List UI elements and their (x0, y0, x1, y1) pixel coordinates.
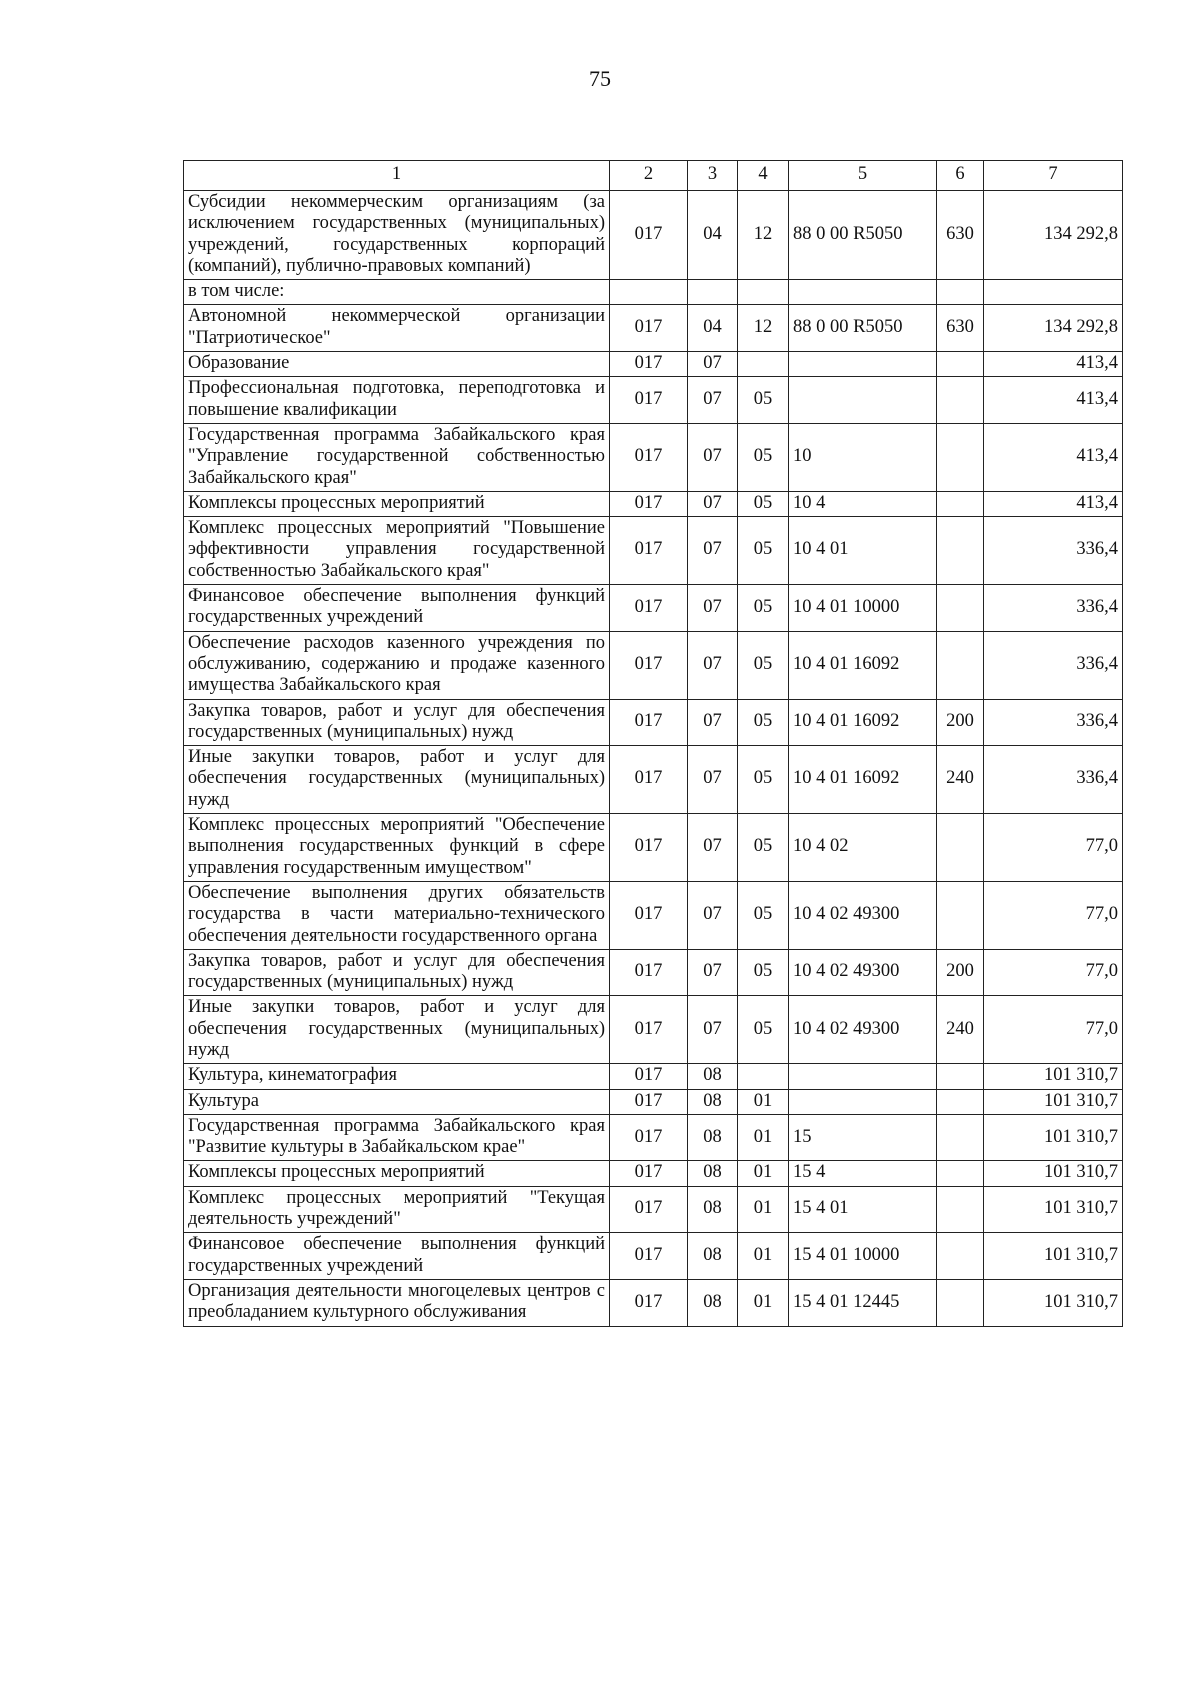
amount-cell: 77,0 (984, 996, 1123, 1064)
section-code-cell: 08 (688, 1279, 738, 1326)
item-name-cell: Иные закупки товаров, работ и услуг для обеспечения государственных (муниципальных) нужд (184, 746, 610, 814)
ministry-code-cell: 017 (610, 996, 688, 1064)
table-row (184, 699, 1123, 746)
section-code-cell: 07 (688, 881, 738, 949)
amount-cell: 77,0 (984, 949, 1123, 996)
expense-type-cell (937, 814, 984, 882)
target-item-cell: 10 4 02 49300 (789, 881, 937, 949)
ministry-code-cell: 017 (610, 1161, 688, 1186)
section-code-cell: 07 (688, 517, 738, 585)
item-name-cell: Комплексы процессных мероприятий (184, 1161, 610, 1186)
target-item-cell: 88 0 00 R5050 (789, 191, 937, 280)
item-name-cell: Культура (184, 1089, 610, 1114)
expense-type-cell: 240 (937, 746, 984, 814)
target-item-cell: 15 4 01 12445 (789, 1279, 937, 1326)
table-row (184, 585, 1123, 632)
subsection-code-cell: 05 (738, 949, 789, 996)
section-code-cell: 07 (688, 814, 738, 882)
table-row (184, 517, 1123, 585)
ministry-code-cell: 017 (610, 517, 688, 585)
section-code-cell: 07 (688, 377, 738, 424)
subsection-code-cell (738, 352, 789, 377)
table-row (184, 881, 1123, 949)
table-row (184, 491, 1123, 516)
amount-cell: 336,4 (984, 631, 1123, 699)
item-name-cell: Автономной некоммерческой организации "Патриотическое" (184, 305, 610, 352)
table-row (184, 1279, 1123, 1326)
ministry-code-cell: 017 (610, 814, 688, 882)
expense-type-cell: 630 (937, 305, 984, 352)
section-code-cell (688, 280, 738, 305)
amount-cell: 101 310,7 (984, 1064, 1123, 1089)
expense-type-cell (937, 585, 984, 632)
section-code-cell: 07 (688, 423, 738, 491)
subsection-code-cell: 05 (738, 996, 789, 1064)
ministry-code-cell: 017 (610, 423, 688, 491)
table-row (184, 1114, 1123, 1161)
expense-type-cell (937, 1186, 984, 1233)
ministry-code-cell: 017 (610, 631, 688, 699)
subsection-code-cell: 01 (738, 1161, 789, 1186)
ministry-code-cell: 017 (610, 305, 688, 352)
expense-type-cell (937, 1233, 984, 1280)
ministry-code-cell: 017 (610, 191, 688, 280)
expense-type-cell (937, 423, 984, 491)
amount-cell: 77,0 (984, 881, 1123, 949)
subsection-code-cell: 05 (738, 377, 789, 424)
ministry-code-cell: 017 (610, 352, 688, 377)
table-row (184, 423, 1123, 491)
item-name-cell: Закупка товаров, работ и услуг для обеспечения государственных (муниципальных) нужд (184, 949, 610, 996)
subsection-code-cell: 12 (738, 305, 789, 352)
item-name-cell: Образование (184, 352, 610, 377)
section-code-cell: 08 (688, 1064, 738, 1089)
ministry-code-cell: 017 (610, 699, 688, 746)
amount-cell: 413,4 (984, 423, 1123, 491)
ministry-code-cell: 017 (610, 746, 688, 814)
expense-type-cell (937, 1114, 984, 1161)
subsection-code-cell: 01 (738, 1089, 789, 1114)
target-item-cell: 10 4 01 (789, 517, 937, 585)
table-row (184, 280, 1123, 305)
item-name-cell: Комплекс процессных мероприятий "Обеспечение выполнения государственных функций в сфере управления государственным имуществом" (184, 814, 610, 882)
section-code-cell: 07 (688, 949, 738, 996)
ministry-code-cell: 017 (610, 491, 688, 516)
item-name-cell: Комплексы процессных мероприятий (184, 491, 610, 516)
amount-cell: 413,4 (984, 491, 1123, 516)
subsection-code-cell (738, 280, 789, 305)
target-item-cell: 10 (789, 423, 937, 491)
amount-cell: 336,4 (984, 585, 1123, 632)
target-item-cell: 15 4 (789, 1161, 937, 1186)
page-number: 75 (589, 66, 611, 91)
item-name-cell: Государственная программа Забайкальского края "Развитие культуры в Забайкальском крае" (184, 1114, 610, 1161)
expense-type-cell (937, 1279, 984, 1326)
amount-cell: 134 292,8 (984, 191, 1123, 280)
item-name-cell: Обеспечение расходов казенного учреждения по обслуживанию, содержанию и продаже казенного имущества Забайкальского края (184, 631, 610, 699)
subsection-code-cell: 05 (738, 491, 789, 516)
ministry-code-cell: 017 (610, 1186, 688, 1233)
header-cell: 5 (789, 161, 937, 191)
ministry-code-cell: 017 (610, 1233, 688, 1280)
section-code-cell: 08 (688, 1089, 738, 1114)
table-row (184, 352, 1123, 377)
subsection-code-cell: 05 (738, 746, 789, 814)
ministry-code-cell: 017 (610, 1114, 688, 1161)
section-code-cell: 07 (688, 585, 738, 632)
ministry-code-cell: 017 (610, 949, 688, 996)
item-name-cell: Организация деятельности многоцелевых центров с преобладанием культурного обслуживания (184, 1279, 610, 1326)
ministry-code-cell: 017 (610, 1089, 688, 1114)
item-name-cell: Закупка товаров, работ и услуг для обеспечения государственных (муниципальных) нужд (184, 699, 610, 746)
target-item-cell: 10 4 01 10000 (789, 585, 937, 632)
subsection-code-cell (738, 1064, 789, 1089)
subsection-code-cell: 05 (738, 423, 789, 491)
ministry-code-cell: 017 (610, 1279, 688, 1326)
section-code-cell: 08 (688, 1161, 738, 1186)
item-name-cell: Обеспечение выполнения других обязательств государства в части материально-технического обеспечения деятельности государственного органа (184, 881, 610, 949)
expense-type-cell: 630 (937, 191, 984, 280)
budget-table (183, 160, 1123, 1327)
table-row (184, 1186, 1123, 1233)
subsection-code-cell: 05 (738, 631, 789, 699)
item-name-cell: Комплекс процессных мероприятий "Текущая деятельность учреждений" (184, 1186, 610, 1233)
header-cell: 3 (688, 161, 738, 191)
target-item-cell (789, 377, 937, 424)
amount-cell: 413,4 (984, 352, 1123, 377)
header-cell: 6 (937, 161, 984, 191)
ministry-code-cell: 017 (610, 881, 688, 949)
table-row (184, 949, 1123, 996)
section-code-cell: 08 (688, 1233, 738, 1280)
section-code-cell: 08 (688, 1114, 738, 1161)
section-code-cell: 07 (688, 996, 738, 1064)
amount-cell (984, 280, 1123, 305)
subsection-code-cell: 01 (738, 1114, 789, 1161)
section-code-cell: 04 (688, 191, 738, 280)
target-item-cell: 88 0 00 R5050 (789, 305, 937, 352)
target-item-cell: 10 4 01 16092 (789, 699, 937, 746)
item-name-cell: Иные закупки товаров, работ и услуг для обеспечения государственных (муниципальных) нужд (184, 996, 610, 1064)
expense-type-cell (937, 280, 984, 305)
subsection-code-cell: 01 (738, 1233, 789, 1280)
expense-type-cell: 240 (937, 996, 984, 1064)
amount-cell: 101 310,7 (984, 1161, 1123, 1186)
amount-cell: 336,4 (984, 699, 1123, 746)
section-code-cell: 07 (688, 746, 738, 814)
target-item-cell: 10 4 01 16092 (789, 631, 937, 699)
target-item-cell: 10 4 01 16092 (789, 746, 937, 814)
amount-cell: 101 310,7 (984, 1114, 1123, 1161)
section-code-cell: 07 (688, 699, 738, 746)
section-code-cell: 08 (688, 1186, 738, 1233)
section-code-cell: 07 (688, 631, 738, 699)
subsection-code-cell: 05 (738, 699, 789, 746)
table-row (184, 746, 1123, 814)
ministry-code-cell (610, 280, 688, 305)
expense-type-cell (937, 491, 984, 516)
ministry-code-cell: 017 (610, 1064, 688, 1089)
target-item-cell: 10 4 02 (789, 814, 937, 882)
ministry-code-cell: 017 (610, 377, 688, 424)
target-item-cell (789, 280, 937, 305)
amount-cell: 101 310,7 (984, 1186, 1123, 1233)
expense-type-cell: 200 (937, 949, 984, 996)
amount-cell: 336,4 (984, 517, 1123, 585)
expense-type-cell (937, 1064, 984, 1089)
table-row (184, 1161, 1123, 1186)
target-item-cell (789, 1089, 937, 1114)
expense-type-cell (937, 881, 984, 949)
amount-cell: 101 310,7 (984, 1279, 1123, 1326)
amount-cell: 77,0 (984, 814, 1123, 882)
header-cell: 7 (984, 161, 1123, 191)
expense-type-cell: 200 (937, 699, 984, 746)
expense-type-cell (937, 1089, 984, 1114)
item-name-cell: Культура, кинематография (184, 1064, 610, 1089)
table-header-row (184, 161, 1123, 191)
item-name-cell: Субсидии некоммерческим организациям (за исключением государственных (муниципальных) учреждений, государственных корпораций (компаний), публично-правовых компаний) (184, 191, 610, 280)
expense-type-cell (937, 631, 984, 699)
table-row (184, 191, 1123, 280)
subsection-code-cell: 12 (738, 191, 789, 280)
subsection-code-cell: 05 (738, 585, 789, 632)
header-cell: 4 (738, 161, 789, 191)
target-item-cell: 15 (789, 1114, 937, 1161)
section-code-cell: 07 (688, 352, 738, 377)
target-item-cell (789, 352, 937, 377)
amount-cell: 336,4 (984, 746, 1123, 814)
target-item-cell: 10 4 02 49300 (789, 949, 937, 996)
section-code-cell: 07 (688, 491, 738, 516)
section-code-cell: 04 (688, 305, 738, 352)
header-cell: 2 (610, 161, 688, 191)
expense-type-cell (937, 1161, 984, 1186)
item-name-cell: Государственная программа Забайкальского края "Управление государственной собственностью Забайкальского края" (184, 423, 610, 491)
table-row (184, 305, 1123, 352)
amount-cell: 101 310,7 (984, 1089, 1123, 1114)
amount-cell: 134 292,8 (984, 305, 1123, 352)
subsection-code-cell: 05 (738, 881, 789, 949)
table-row (184, 1064, 1123, 1089)
subsection-code-cell: 01 (738, 1279, 789, 1326)
target-item-cell: 10 4 02 49300 (789, 996, 937, 1064)
target-item-cell: 10 4 (789, 491, 937, 516)
subsection-code-cell: 01 (738, 1186, 789, 1233)
table-row (184, 814, 1123, 882)
amount-cell: 413,4 (984, 377, 1123, 424)
target-item-cell: 15 4 01 (789, 1186, 937, 1233)
item-name-cell: Финансовое обеспечение выполнения функций государственных учреждений (184, 1233, 610, 1280)
item-name-cell: Профессиональная подготовка, переподготовка и повышение квалификации (184, 377, 610, 424)
item-name-cell: Финансовое обеспечение выполнения функций государственных учреждений (184, 585, 610, 632)
ministry-code-cell: 017 (610, 585, 688, 632)
subsection-code-cell: 05 (738, 517, 789, 585)
header-cell: 1 (184, 161, 610, 191)
amount-cell: 101 310,7 (984, 1233, 1123, 1280)
target-item-cell: 15 4 01 10000 (789, 1233, 937, 1280)
expense-type-cell (937, 352, 984, 377)
table-row (184, 377, 1123, 424)
table-row (184, 631, 1123, 699)
table-row (184, 1089, 1123, 1114)
table-row (184, 996, 1123, 1064)
target-item-cell (789, 1064, 937, 1089)
item-name-cell: в том числе: (184, 280, 610, 305)
table-row (184, 1233, 1123, 1280)
expense-type-cell (937, 517, 984, 585)
expense-type-cell (937, 377, 984, 424)
subsection-code-cell: 05 (738, 814, 789, 882)
item-name-cell: Комплекс процессных мероприятий "Повышение эффективности управления государственной собственностью Забайкальского края" (184, 517, 610, 585)
